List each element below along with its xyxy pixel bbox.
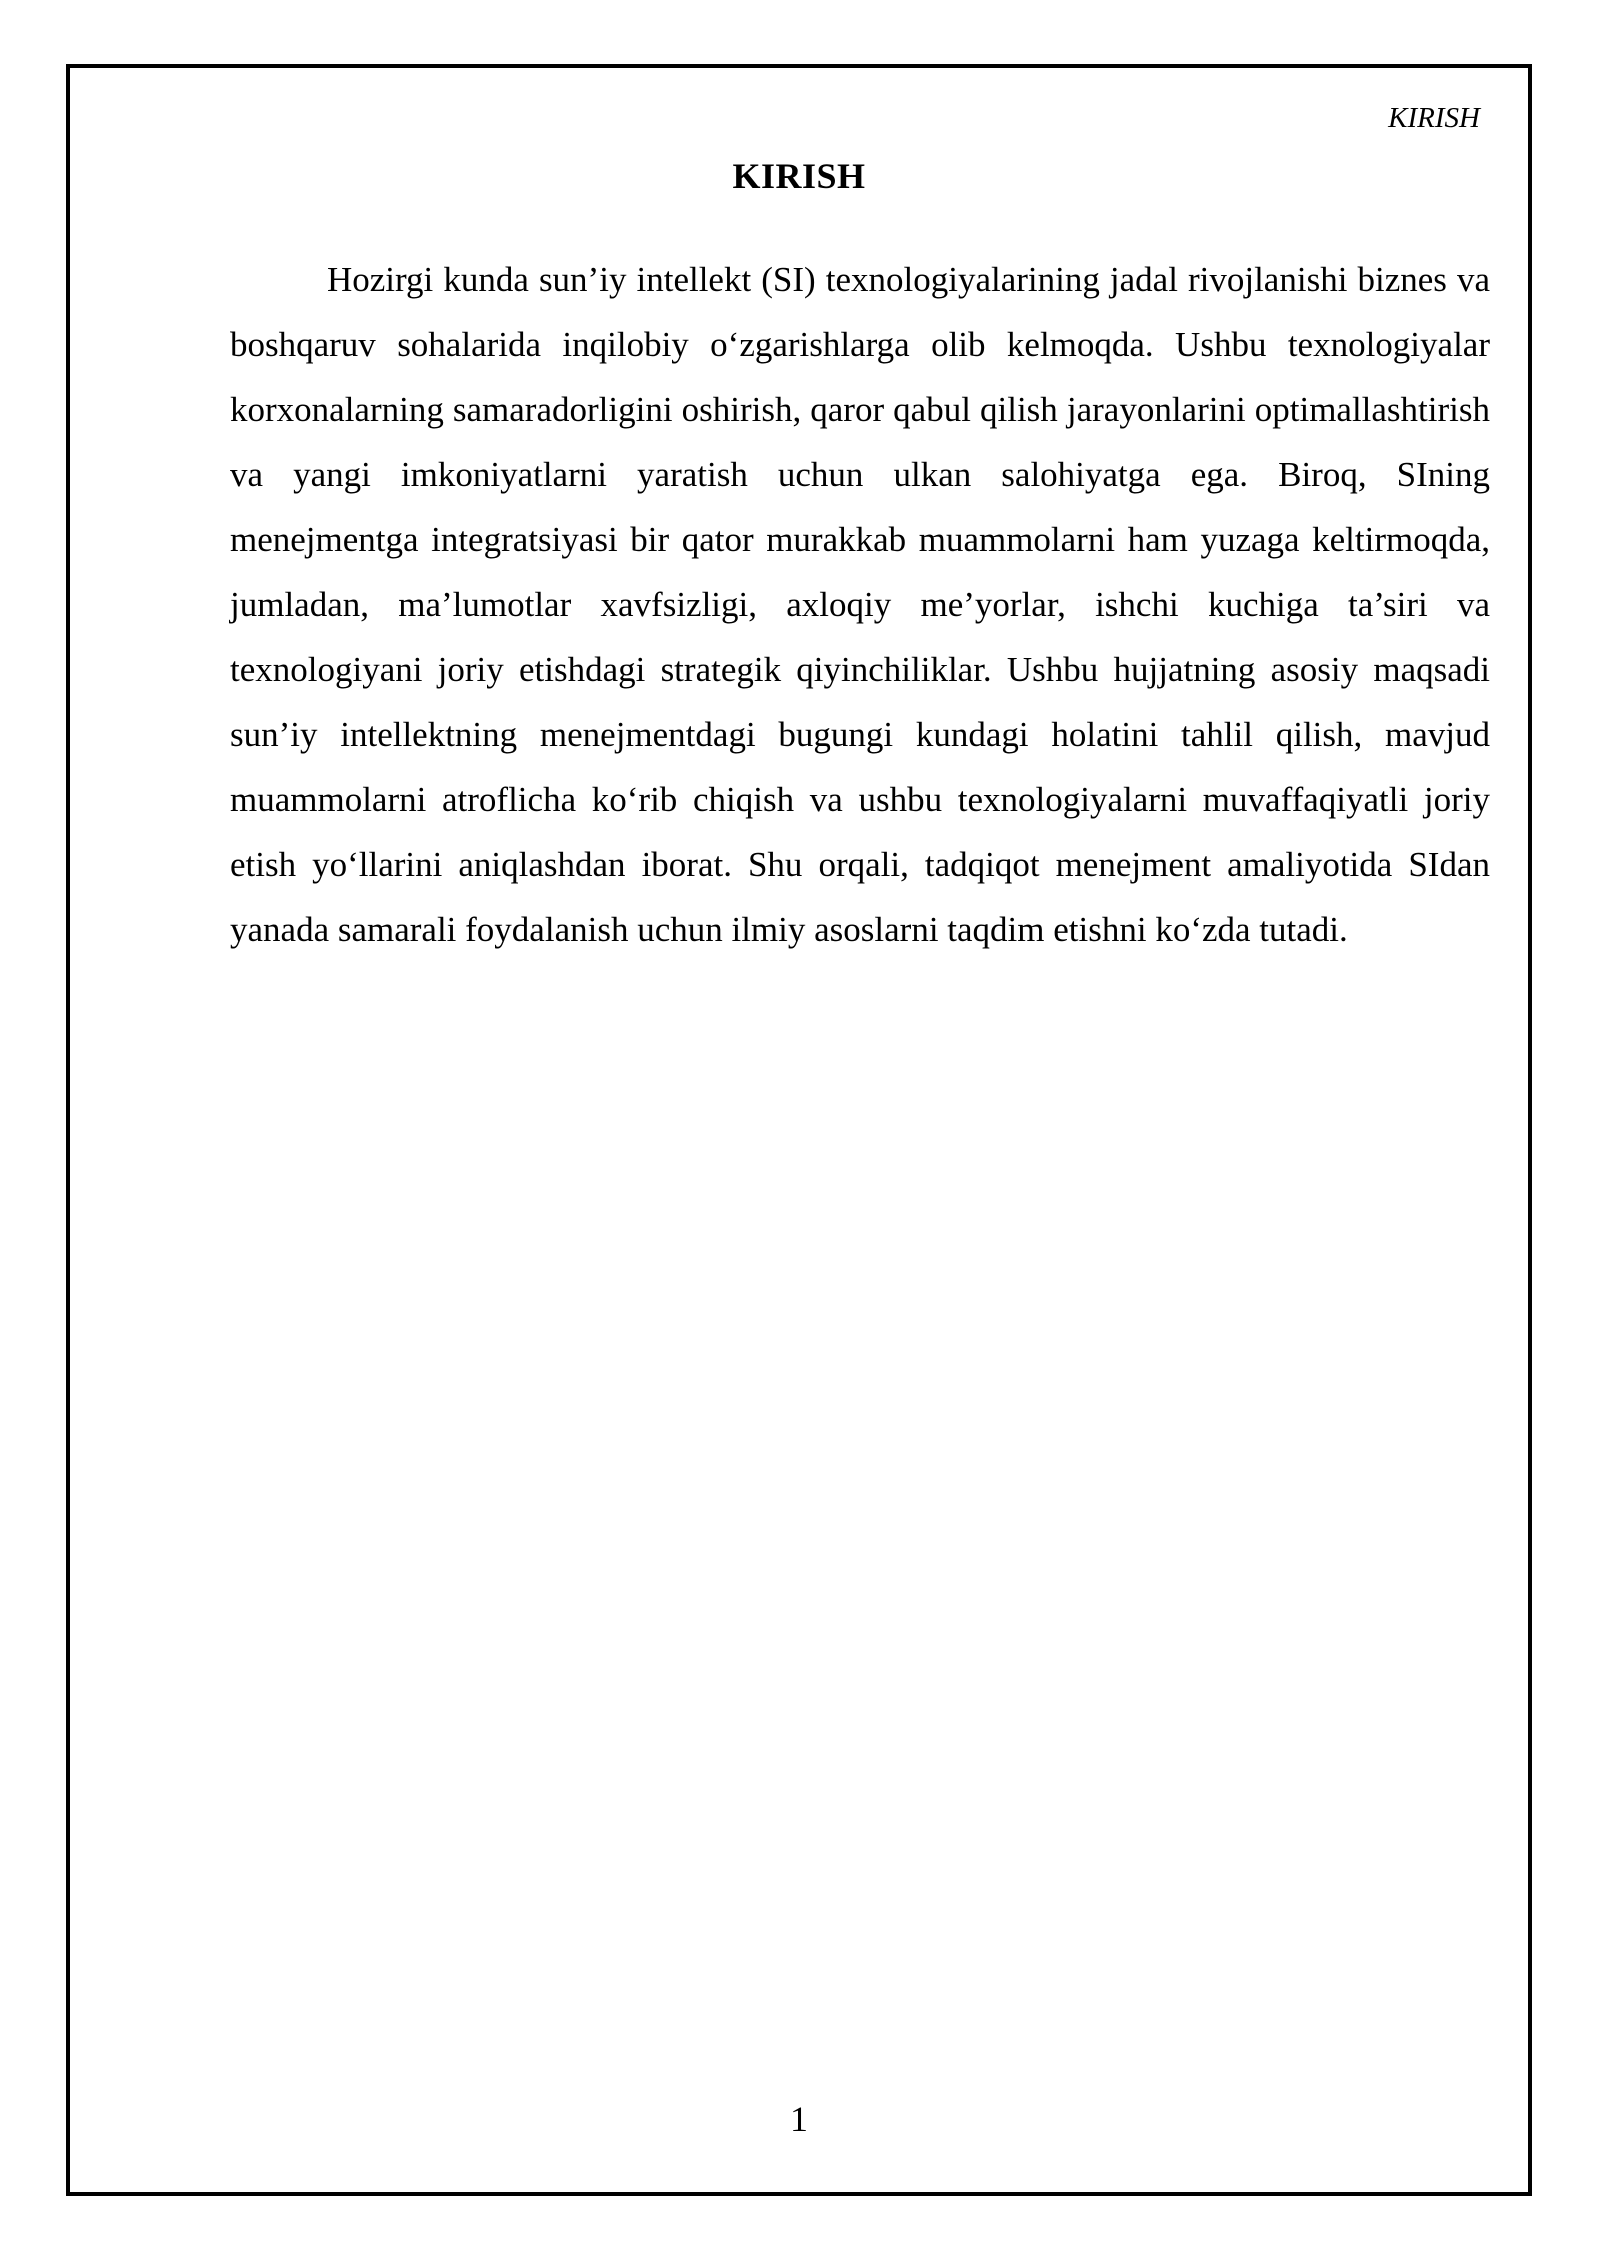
page-border	[66, 64, 1532, 2196]
running-header: KIRISH	[1388, 102, 1480, 134]
page-number: 1	[790, 2099, 808, 2139]
section-title: KIRISH	[732, 156, 866, 196]
intro-paragraph: Hozirgi kunda sun’iy intellekt (SI) texnologiyalarining jadal rivojlanishi biznes va boshqaruv sohalarida inqilobiy o‘zgarishlarga olib kelmoqda. Ushbu texnologiyalar korxonalarning samaradorligini oshirish, qaror qabul qilish jarayonlarini optimallashtirish va yangi imkoniyatlarni yaratish uchun ulkan salohiyatga ega. Biroq, SIning menejmentga integratsiyasi bir qator murakkab muammolarni ham yuzaga keltirmoqda, jumladan, ma’lumotlar xavfsizligi, axloqiy me’yorlar, ishchi kuchiga ta’siri va texnologiyani joriy etishdagi strategik qiyinchiliklar. Ushbu hujjatning asosiy maqsadi sun’iy intellektning menejmentdagi bugungi kundagi holatini tahlil qilish, mavjud muammolarni atroflicha ko‘rib chiqish va ushbu texnologiyalarni muvaffaqiyatli joriy etish yo‘llarini aniqlashdan iborat. Shu orqali, tadqiqot menejment amaliyotida SIdan yanada samarali foydalanish uchun ilmiy asoslarni taqdim etishni ko‘zda tutadi.	[230, 260, 1490, 949]
